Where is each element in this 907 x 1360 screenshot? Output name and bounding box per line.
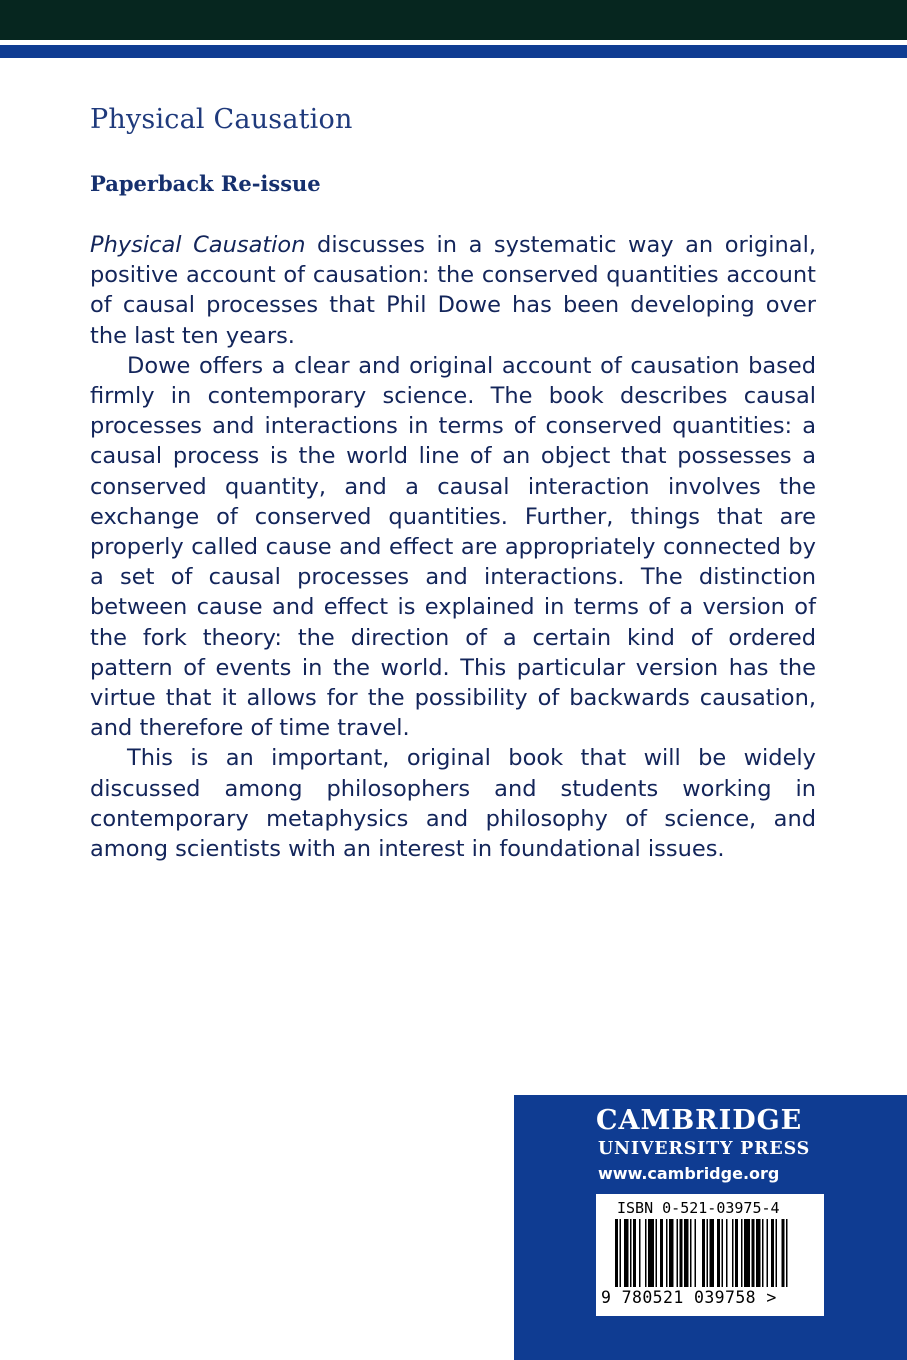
barcode-bar bbox=[726, 1219, 728, 1287]
barcode-bar bbox=[639, 1219, 641, 1287]
description-paragraph-1-text: discusses in a systematic way an original, positive account of causation: the conserved quantities account of causal processes that Phil Dowe has been developing over the last ten years. bbox=[90, 232, 816, 349]
description-italic-title: Physical Causation bbox=[90, 232, 306, 258]
book-description bbox=[90, 230, 816, 864]
barcode-bar bbox=[624, 1219, 629, 1287]
isbn-barcode bbox=[596, 1194, 824, 1316]
barcode-bar bbox=[786, 1219, 788, 1287]
barcode-bar bbox=[756, 1219, 761, 1287]
barcode-bar bbox=[782, 1219, 785, 1287]
barcode-bar bbox=[702, 1219, 705, 1287]
barcode-bar bbox=[722, 1219, 724, 1287]
barcode-bar bbox=[710, 1219, 715, 1287]
barcode-bar bbox=[669, 1219, 674, 1287]
barcode-bar bbox=[680, 1219, 683, 1287]
barcode-bar bbox=[645, 1219, 647, 1287]
barcode-bar bbox=[620, 1219, 622, 1287]
barcode-bar bbox=[767, 1219, 769, 1287]
barcode-bar bbox=[744, 1219, 750, 1287]
barcode-bar bbox=[752, 1219, 755, 1287]
description-paragraph-2: Dowe offers a clear and original account of causation based firmly in contemporary science. The book describes causal processes and interactions in terms of conserved quantities: a causal process is the world line of an object that possesses a conserved quantity, and a causal interaction involves the exchange of conserved quantities. Further, things that are properly called cause and effect are appropriately connected by a set of causal processes and interactions. The distinction between cause and effect is explained in terms of a version of the fork theory: the direction of a certain kind of ordered pattern of events in the world. This particular version has the virtue that it allows for the possibility of backwards causation, and therefore of time travel. bbox=[90, 352, 816, 742]
barcode-bar bbox=[732, 1219, 734, 1287]
barcode-bar bbox=[741, 1219, 743, 1287]
barcode-bar bbox=[630, 1219, 632, 1287]
barcode-bar bbox=[762, 1219, 764, 1287]
barcode-bar bbox=[633, 1219, 636, 1287]
barcode-bar bbox=[677, 1219, 679, 1287]
barcode-bar bbox=[717, 1219, 720, 1287]
barcode-bar bbox=[735, 1219, 738, 1287]
description-paragraph-3: This is an important, original book that will be widely discussed among philosophers and students working in contemporary metaphysics and philosophy of science, and among scientists with an interest in foundational issues. bbox=[90, 745, 816, 863]
barcode-digits: 9 780521 039758 > bbox=[601, 1288, 777, 1307]
barcode-bar bbox=[656, 1219, 658, 1287]
edition-label: Paperback Re-issue bbox=[90, 171, 321, 196]
top-blue-rule bbox=[0, 45, 907, 58]
publisher-panel bbox=[514, 1095, 907, 1360]
top-color-band bbox=[0, 0, 907, 40]
isbn-label: ISBN 0-521-03975-4 bbox=[617, 1199, 780, 1217]
publisher-subname: UNIVERSITY PRESS bbox=[598, 1139, 811, 1159]
barcode-bar bbox=[695, 1219, 697, 1287]
barcode-bar bbox=[660, 1219, 663, 1287]
barcode-bar bbox=[771, 1219, 774, 1287]
barcode-bar bbox=[648, 1219, 654, 1287]
barcode-bar bbox=[690, 1219, 692, 1287]
barcode-bar bbox=[776, 1219, 778, 1287]
barcode-bar bbox=[707, 1219, 709, 1287]
publisher-url: www.cambridge.org bbox=[598, 1164, 780, 1183]
book-title: Physical Causation bbox=[90, 104, 353, 135]
barcode-bar bbox=[684, 1219, 689, 1287]
barcode-bar bbox=[615, 1219, 618, 1287]
description-paragraph-1 bbox=[90, 230, 816, 351]
publisher-name: CAMBRIDGE bbox=[596, 1105, 803, 1136]
barcode-bar bbox=[666, 1219, 668, 1287]
